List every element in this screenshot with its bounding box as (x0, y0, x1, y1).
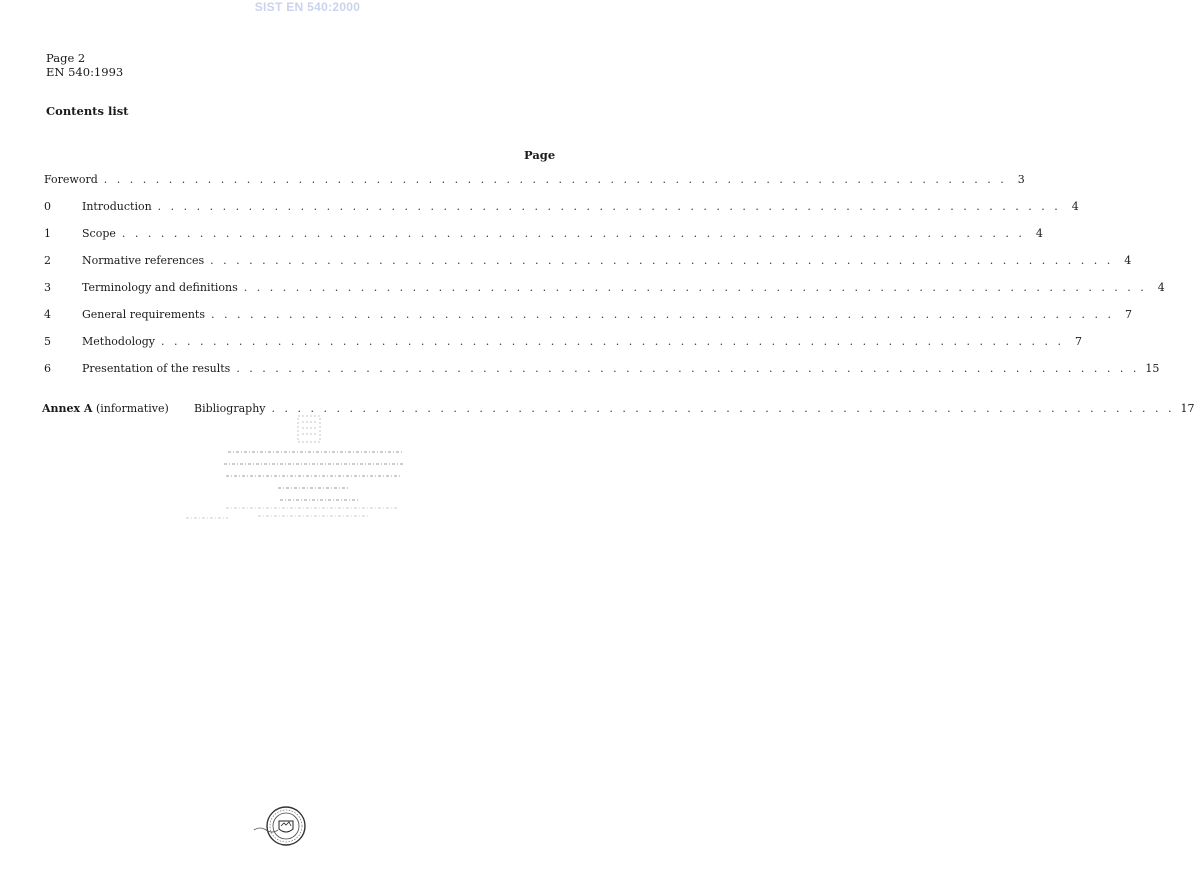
toc-entry-number: 2 (44, 254, 51, 267)
leader-dots: . . . . . . . . . . . . . . . . . . . . . . . . . . . . . . . . . . . . . . . . . . . . . . . . . . . . . . . . . . . . . . . . . . . . . . (160, 335, 1064, 348)
leader-dots: . . . . . . . . . . . . . . . . . . . . . . . . . . . . . . . . . . . . . . . . . . . . . . . . . . . . . . . . . . . . . . . . . . . . . . (121, 227, 1025, 240)
toc-entry-page: 17 (1180, 402, 1195, 415)
annex-label-note: (informative) (95, 402, 169, 415)
leader-dots: . . . . . . . . . . . . . . . . . . . . . . . . . . . . . . . . . . . . . . . . . . . . . . . . . . . . . . . . . . . . . . . . . . . . . . (243, 281, 1147, 294)
toc-entry-page: 15 (1145, 362, 1160, 375)
watermark: SIST EN 540:2000 (254, 0, 361, 14)
contents-title: Contents list (46, 104, 129, 118)
faded-stamp-imprint (180, 412, 410, 527)
toc-entry-presentation-results[interactable] (44, 362, 1160, 378)
toc-entry-terminology[interactable] (44, 281, 1165, 297)
toc-entry-page: 4 (1157, 281, 1165, 294)
page-header (46, 51, 123, 79)
toc-entry-title: Normative references (82, 254, 205, 267)
toc-entry-page: 3 (1017, 173, 1025, 186)
page-number: Page 2 (46, 51, 86, 65)
toc-entry-number: 5 (44, 335, 51, 348)
toc-entry-number: 6 (44, 362, 51, 375)
toc-entry-title: Bibliography (194, 402, 266, 415)
toc-entry-foreword[interactable] (44, 173, 1025, 189)
toc-entry-page: 7 (1125, 308, 1133, 321)
toc-entry-methodology[interactable] (44, 335, 1082, 351)
toc-entry-title: Foreword (44, 173, 98, 186)
leader-dots: . . . . . . . . . . . . . . . . . . . . . . . . . . . . . . . . . . . . . . . . . . . . . . . . . . . . . . . . . . . . . . . . . . . . . . (210, 254, 1114, 267)
page-column-label: Page (524, 148, 556, 162)
toc-entry-page: 4 (1035, 227, 1043, 240)
toc-entry-page: 4 (1124, 254, 1132, 267)
annex-label (42, 402, 194, 415)
toc-entry-number: 4 (44, 308, 51, 321)
toc-entry-title: Methodology (82, 335, 155, 348)
official-seal-icon (252, 804, 318, 848)
leader-dots: . . . . . . . . . . . . . . . . . . . . . . . . . . . . . . . . . . . . . . . . . . . . . . . . . . . . . . . . . . . . . . . . . . . . . . (271, 402, 1175, 415)
toc-entry-number: 1 (44, 227, 51, 240)
toc-entry-title: Introduction (82, 200, 152, 213)
annex-label-bold: Annex A (42, 402, 93, 415)
toc-entry-page: 7 (1075, 335, 1082, 348)
toc-entry-general-requirements[interactable] (44, 308, 1133, 324)
toc-entry-normative-references[interactable] (44, 254, 1132, 270)
leader-dots: . . . . . . . . . . . . . . . . . . . . . . . . . . . . . . . . . . . . . . . . . . . . . . . . . . . . . . . . . . . . . . . . . . . . . . (103, 173, 1007, 186)
toc-entry-introduction[interactable] (44, 200, 1079, 216)
toc-entry-title: Scope (82, 227, 116, 240)
leader-dots: . . . . . . . . . . . . . . . . . . . . . . . . . . . . . . . . . . . . . . . . . . . . . . . . . . . . . . . . . . . . . . . . . . . . . . (211, 308, 1115, 321)
toc-entry-title: General requirements (82, 308, 205, 321)
toc-entry-page: 4 (1071, 200, 1079, 213)
toc-entry-number: 3 (44, 281, 51, 294)
standard-id: EN 540:1993 (46, 65, 124, 79)
toc-entry-title: Terminology and definitions (82, 281, 238, 294)
toc-entry-title: Presentation of the results (82, 362, 231, 375)
leader-dots: . . . . . . . . . . . . . . . . . . . . . . . . . . . . . . . . . . . . . . . . . . . . . . . . . . . . . . . . . . . . . . . . . . . . . . (236, 362, 1140, 375)
toc-entry-scope[interactable] (44, 227, 1043, 243)
toc-entry-number: 0 (44, 200, 51, 213)
leader-dots: . . . . . . . . . . . . . . . . . . . . . . . . . . . . . . . . . . . . . . . . . . . . . . . . . . . . . . . . . . . . . . . . . . . . . . (157, 200, 1061, 213)
